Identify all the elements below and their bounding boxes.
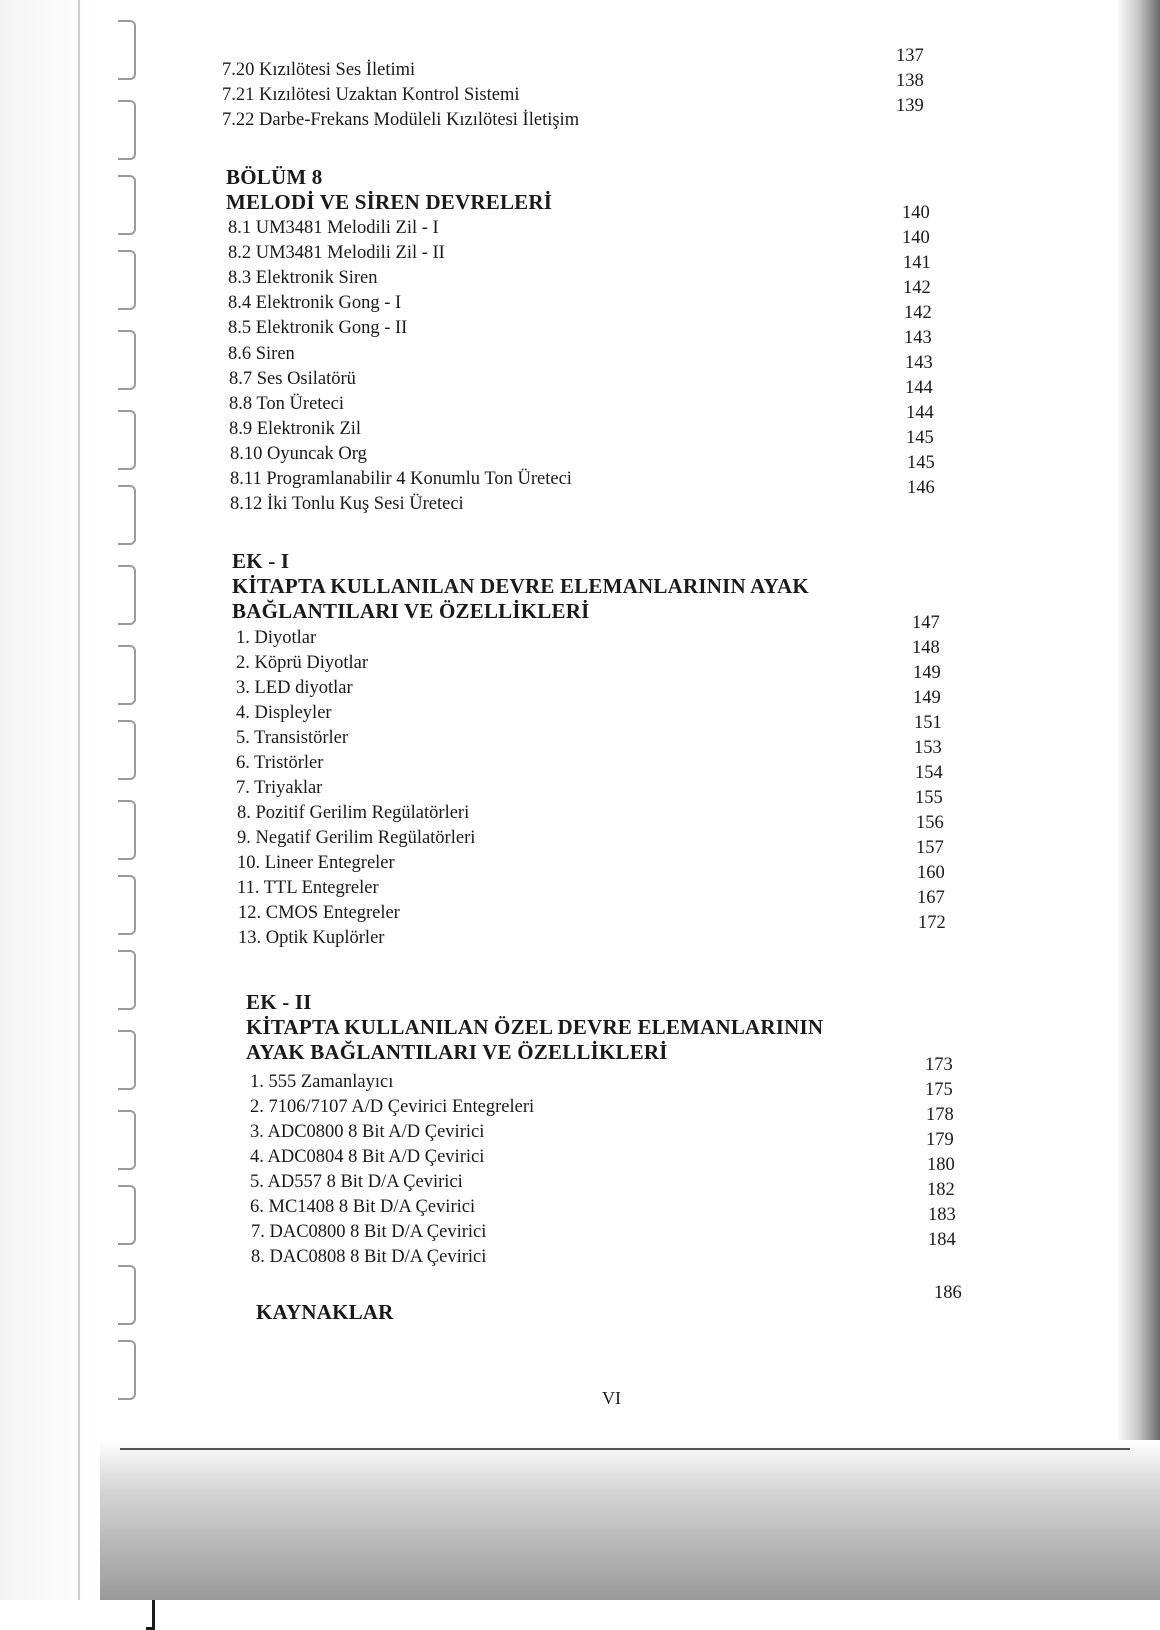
toc-entry: 8.11 Programlanabilir 4 Konumlu Ton Üreteci <box>230 469 572 489</box>
toc-page-number: 184 <box>928 1230 956 1250</box>
toc-page-number: 142 <box>903 278 931 298</box>
toc-page-number: 173 <box>925 1055 953 1075</box>
toc-page-number: 149 <box>913 663 941 683</box>
toc-entry: 4. ADC0804 8 Bit A/D Çevirici <box>250 1147 485 1167</box>
appendix-label: EK - I <box>232 549 290 573</box>
chapter-label: BÖLÜM 8 <box>226 165 323 189</box>
chapter-title: MELODİ VE SİREN DEVRELERİ <box>226 190 553 214</box>
toc-page-number: 151 <box>914 713 942 733</box>
toc-entry: 2. 7106/7107 A/D Çevirici Entegreleri <box>250 1097 535 1117</box>
toc-entry: 6. Tristörler <box>236 753 324 773</box>
toc-entry: 8.2 UM3481 Melodili Zil - II <box>228 243 445 263</box>
toc-page-number: 156 <box>916 813 944 833</box>
toc-entry: 7.22 Darbe-Frekans Modüleli Kızılötesi İletişim <box>222 110 580 130</box>
toc-page-number: 186 <box>934 1283 962 1303</box>
page-bottom-shadow <box>100 1440 1160 1600</box>
toc-entry: 12. CMOS Entegreler <box>238 903 400 923</box>
toc-entry: 3. LED diyotlar <box>236 678 353 698</box>
page-number-footer: VI <box>602 1388 621 1408</box>
toc-page-number: 167 <box>917 888 945 908</box>
toc-entry: 1. Diyotlar <box>236 628 317 648</box>
toc-entry: 6. MC1408 8 Bit D/A Çevirici <box>250 1197 476 1217</box>
toc-entry: 7. Triyaklar <box>236 778 323 798</box>
toc-page-number: 139 <box>896 96 924 116</box>
appendix-title: KİTAPTA KULLANILAN ÖZEL DEVRE ELEMANLARININ <box>246 1015 824 1039</box>
toc-page-number: 182 <box>927 1180 955 1200</box>
toc-page-number: 144 <box>906 403 934 423</box>
toc-entry: 1. 555 Zamanlayıcı <box>250 1072 394 1092</box>
toc-entry: 8.3 Elektronik Siren <box>228 268 378 288</box>
toc-entry: 7.21 Kızılötesi Uzaktan Kontrol Sistemi <box>222 85 520 105</box>
toc-page-number: 178 <box>926 1105 954 1125</box>
toc-entry: 10. Lineer Entegreler <box>237 853 395 873</box>
toc-entry: 5. AD557 8 Bit D/A Çevirici <box>250 1172 463 1192</box>
toc-entry: 8.1 UM3481 Melodili Zil - I <box>228 218 439 238</box>
toc-page-number: 145 <box>907 453 935 473</box>
toc-entry: 8.7 Ses Osilatörü <box>229 369 356 389</box>
toc-page-number: 145 <box>906 428 934 448</box>
toc-page-number: 175 <box>925 1080 953 1100</box>
toc-entry: 3. ADC0800 8 Bit A/D Çevirici <box>250 1122 485 1142</box>
toc-page-number: 155 <box>915 788 943 808</box>
toc-entry: 8.6 Siren <box>228 344 295 364</box>
toc-page-number: 142 <box>904 303 932 323</box>
toc-entry: 2. Köprü Diyotlar <box>236 653 369 673</box>
toc-page-number: 154 <box>915 763 943 783</box>
toc-page-number: 137 <box>896 46 924 66</box>
toc-entry: 13. Optik Kuplörler <box>238 928 385 948</box>
appendix-title: KİTAPTA KULLANILAN DEVRE ELEMANLARININ AYAK <box>232 574 809 598</box>
toc-entry: 8.12 İki Tonlu Kuş Sesi Üreteci <box>230 494 464 514</box>
toc-entry: 9. Negatif Gerilim Regülatörleri <box>237 828 476 848</box>
toc-entry: 8.8 Ton Üreteci <box>229 394 344 414</box>
toc-entry: 8.5 Elektronik Gong - II <box>228 318 408 338</box>
toc-page-number: 147 <box>912 613 940 633</box>
toc-page-number: 144 <box>905 378 933 398</box>
toc-page-number: 172 <box>918 913 946 933</box>
references-heading: KAYNAKLAR <box>256 1300 394 1324</box>
toc-entry: 7. DAC0800 8 Bit D/A Çevirici <box>251 1222 487 1242</box>
toc-page-number: 180 <box>927 1155 955 1175</box>
toc-page-number: 153 <box>914 738 942 758</box>
toc-page-number: 143 <box>905 353 933 373</box>
toc-page-number: 143 <box>904 328 932 348</box>
toc-page-number: 140 <box>902 203 930 223</box>
toc-entry: 8.9 Elektronik Zil <box>229 419 362 439</box>
toc-page-number: 157 <box>916 838 944 858</box>
toc-entry: 8. Pozitif Gerilim Regülatörleri <box>237 803 470 823</box>
appendix-title: AYAK BAĞLANTILARI VE ÖZELLİKLERİ <box>246 1040 668 1064</box>
toc-page-number: 179 <box>926 1130 954 1150</box>
toc-page-number: 160 <box>917 863 945 883</box>
appendix-label: EK - II <box>246 990 312 1014</box>
toc-entry: 11. TTL Entegreler <box>237 878 379 898</box>
toc-page-number: 149 <box>913 688 941 708</box>
toc-entry: 8. DAC0808 8 Bit D/A Çevirici <box>251 1247 487 1267</box>
toc-entry: 5. Transistörler <box>236 728 349 748</box>
toc-page-number: 138 <box>896 71 924 91</box>
toc-entry: 8.10 Oyuncak Org <box>230 444 367 464</box>
toc-entry: 7.20 Kızılötesi Ses İletimi <box>222 60 416 80</box>
toc-page-number: 146 <box>907 478 935 498</box>
toc-entry: 8.4 Elektronik Gong - I <box>228 293 402 313</box>
appendix-title: BAĞLANTILARI VE ÖZELLİKLERİ <box>232 599 590 623</box>
toc-page-number: 140 <box>902 228 930 248</box>
toc-page-number: 141 <box>903 253 931 273</box>
toc-entry: 4. Displeyler <box>236 703 332 723</box>
toc-page-number: 183 <box>928 1205 956 1225</box>
toc-page-number: 148 <box>912 638 940 658</box>
